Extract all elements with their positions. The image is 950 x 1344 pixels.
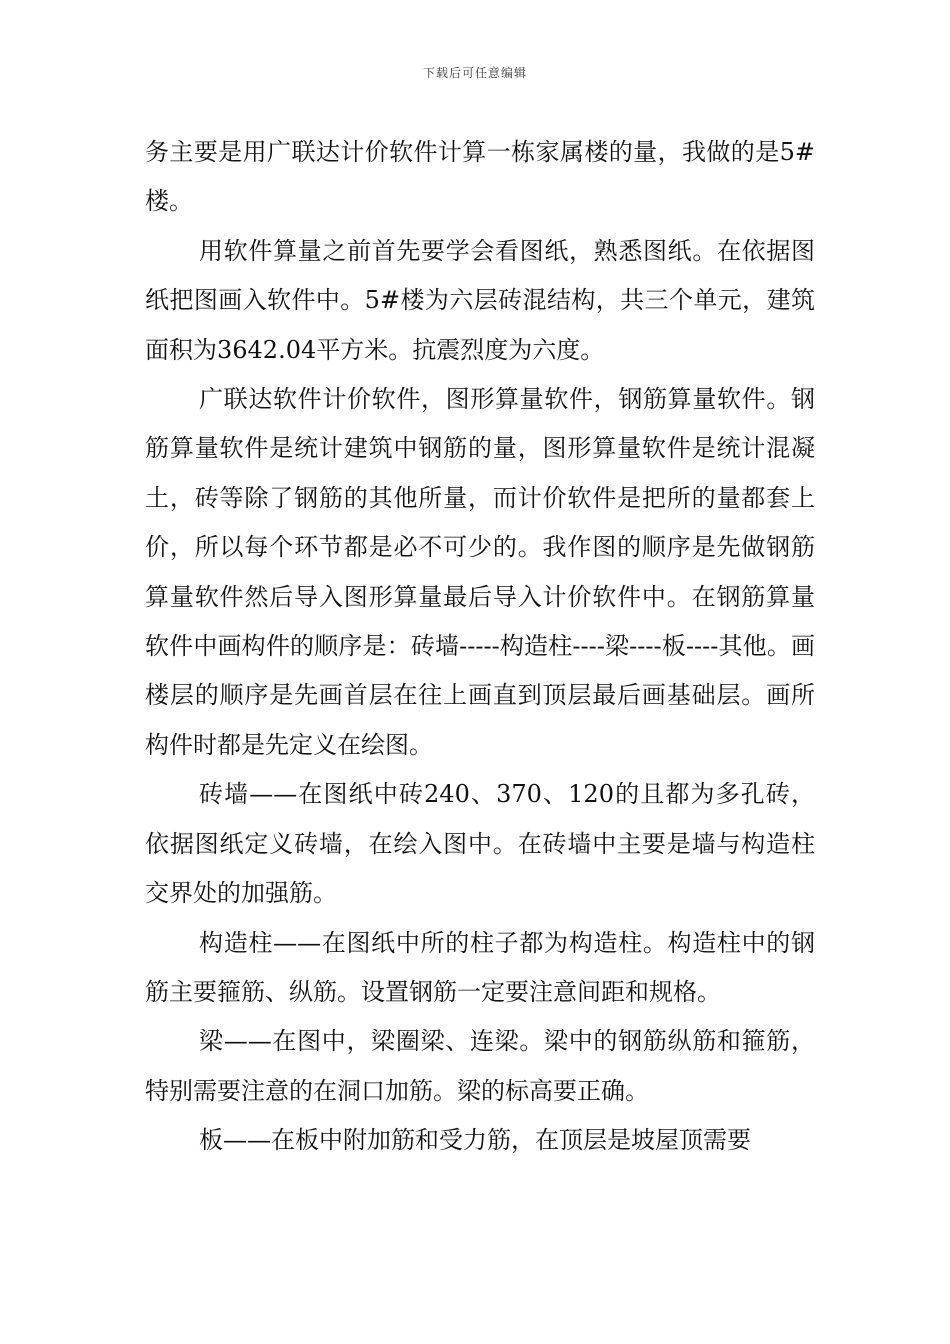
document-body <box>145 128 815 1166</box>
paragraph-7: 板——在板中附加筋和受力筋，在顶层是坡屋顶需要 <box>199 1126 751 1155</box>
paragraph-6: 梁——在图中，梁圈梁、连梁。梁中的钢筋纵筋和箍筋，特别需要注意的在洞口加筋。梁的标高要正确。 <box>145 1027 815 1105</box>
paragraph-4: 砖墙——在图纸中砖240、370、120的且都为多孔砖，依据图纸定义砖墙，在绘入图中。在砖墙中主要是墙与构造柱交界处的加强筋。 <box>145 780 815 908</box>
paragraph-2: 用软件算量之前首先要学会看图纸，熟悉图纸。在依据图纸把图画入软件中。5#楼为六层砖混结构，共三个单元，建筑面积为3642.04平方米。抗震烈度为六度。 <box>145 236 815 364</box>
page-header: 下载后可任意编辑 <box>422 66 527 80</box>
paragraph-1: 务主要是用广联达计价软件计算一栋家属楼的量，我做的是5#楼。 <box>145 138 815 216</box>
paragraph-5: 构造柱——在图纸中所的柱子都为构造柱。构造柱中的钢筋主要箍筋、纵筋。设置钢筋一定要注意间距和规格。 <box>145 928 815 1006</box>
paragraph-3: 广联达软件计价软件，图形算量软件，钢筋算量软件。钢筋算量软件是统计建筑中钢筋的量，图形算量软件是统计混凝土，砖等除了钢筋的其他所量，而计价软件是把所的量都套上价，所以每个环节都是必不可少的。我作图的顺序是先做钢筋算量软件然后导入图形算量最后导入计价软件中。在钢筋算量软件中画构件的顺序是：砖墙-----构造柱----梁----板----其他。画楼层的顺序是先画首层在往上画直到顶层最后画基础层。画所构件时都是先定义在绘图。 <box>145 385 815 759</box>
